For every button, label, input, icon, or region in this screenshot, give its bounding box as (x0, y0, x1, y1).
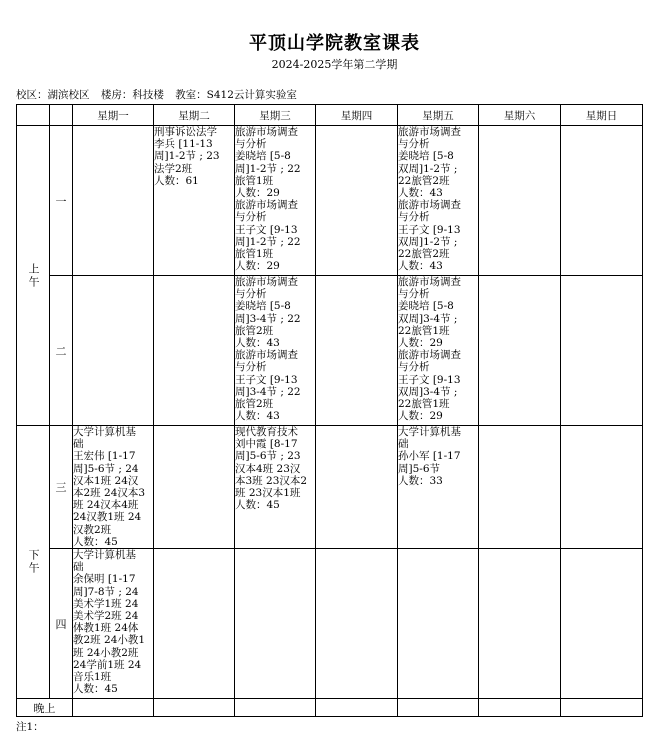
course-text-line: 刑事诉讼法学 (154, 126, 217, 138)
course-cell-empty[interactable] (154, 699, 235, 717)
course-text-line: 周]7-8节 ; 24 (73, 585, 139, 598)
course-text-line: 大学计算机基 (73, 549, 136, 562)
course-text-line: 李兵 [11-13 (154, 138, 213, 151)
course-cell-empty[interactable] (235, 699, 316, 717)
section-row-4 (17, 549, 643, 699)
course-text-line: 人数：29 (398, 410, 443, 423)
course-cell[interactable] (561, 549, 643, 699)
course-cell[interactable] (398, 126, 479, 276)
course-text-line: 人数：45 (73, 535, 118, 548)
course-cell[interactable] (479, 549, 561, 699)
course-text-line: 22旅管1班 (398, 324, 450, 337)
afternoon-label: 下午 (17, 426, 50, 699)
course-text-line: 周]3-4节 ; 22 (235, 312, 301, 325)
course-text-line: 旅游市场调查 (235, 349, 298, 362)
course-text-line: 现代教育技术 (235, 426, 298, 438)
course-cell-empty[interactable] (316, 699, 398, 717)
course-cell[interactable] (235, 276, 316, 426)
course-text-line: 与分析 (398, 138, 430, 151)
course-text-line: 础 (73, 438, 84, 451)
course-text-line: 周]1-2节 ; 22 (235, 162, 301, 175)
course-text-line: 人数：45 (73, 683, 118, 696)
course-text-line: 人数：43 (235, 410, 280, 423)
course-cell[interactable] (73, 426, 154, 549)
course-text-line: 础 (73, 561, 84, 574)
course-text-line: 汉本4班 23汉 (235, 462, 301, 475)
corner-cell (50, 105, 73, 126)
course-cell[interactable] (73, 126, 154, 276)
day-header-monday: 星期一 (73, 105, 154, 126)
course-cell[interactable] (316, 426, 398, 549)
course-text-line: 旅管1班 (235, 248, 274, 261)
room-label: 教室：S412云计算实验室 (175, 89, 297, 101)
course-text-line: 旅游市场调查 (398, 199, 461, 212)
course-text-line: 美术学1班 24 (73, 597, 139, 610)
course-text-line: 体教1班 24体 (73, 622, 139, 635)
course-text-line: 与分析 (398, 211, 430, 224)
course-text-line: 22旅管1班 (398, 398, 450, 411)
day-header-wednesday: 星期三 (235, 105, 316, 126)
course-text-line: 旅管2班 (235, 324, 274, 337)
course-text-line: 周]5-6节 (398, 462, 441, 475)
course-text-line: 双周]1-2节 ; (398, 162, 458, 175)
section-label-4: 四 (50, 549, 73, 699)
course-text-line: 班 24小教2班 (73, 646, 139, 659)
course-cell-empty[interactable] (479, 699, 561, 717)
course-text-line: 人数：29 (235, 260, 280, 273)
course-text-line: 孙小军 [1-17 (398, 450, 461, 463)
course-text-line: 双周]3-4节 ; (398, 385, 458, 398)
course-text-line: 人数：61 (154, 174, 199, 187)
course-text-line: 与分析 (235, 138, 267, 151)
course-cell[interactable] (316, 276, 398, 426)
course-cell[interactable] (398, 549, 479, 699)
course-text-line: 与分析 (398, 288, 430, 301)
course-text-line: 人数：33 (398, 474, 443, 487)
course-text-line: 旅游市场调查 (235, 199, 298, 212)
course-text-line: 美术学2班 24 (73, 610, 139, 623)
course-text-line: 王子文 [9-13 (235, 373, 298, 386)
course-text-line: 刘中霞 [8-17 (235, 438, 298, 451)
course-text-line: 周]1-2节 ; 23 (154, 150, 220, 163)
course-text-line: 旅游市场调查 (235, 126, 298, 138)
course-text-line: 周]3-4节 ; 22 (235, 385, 301, 398)
course-text-line: 旅游市场调查 (398, 276, 461, 288)
course-text-line: 旅游市场调查 (235, 276, 298, 288)
course-text-line: 大学计算机基 (73, 426, 136, 438)
day-header-tuesday: 星期二 (154, 105, 235, 126)
course-text-line: 大学计算机基 (398, 426, 461, 438)
course-cell[interactable] (316, 126, 398, 276)
course-cell[interactable] (73, 549, 154, 699)
day-header-saturday: 星期六 (479, 105, 561, 126)
course-text-line: 人数：29 (398, 337, 443, 350)
footnote: 注1： (16, 721, 44, 733)
morning-label: 上午 (17, 126, 50, 426)
header-row (17, 105, 643, 126)
course-text-line: 与分析 (235, 288, 267, 301)
course-text-line: 王子文 [9-13 (398, 373, 461, 386)
course-text-line: 与分析 (235, 211, 267, 224)
course-text-line: 24汉教1班 24 (73, 511, 142, 524)
course-cell[interactable] (154, 126, 235, 276)
course-text-line: 与分析 (235, 361, 267, 374)
course-text-line: 周]1-2节 ; 22 (235, 235, 301, 248)
course-text-line: 22旅管2班 (398, 174, 450, 187)
evening-row (17, 699, 643, 717)
course-text-line: 周]5-6节 ; 23 (235, 450, 301, 463)
course-cell[interactable] (561, 126, 643, 276)
course-text-line: 24学前1班 24 (73, 658, 142, 671)
course-text-line: 汉教2班 (73, 523, 112, 536)
course-cell[interactable] (316, 549, 398, 699)
course-text-line: 人数：29 (235, 187, 280, 200)
course-text-line: 人数：45 (235, 499, 280, 512)
course-text-line: 人数：43 (398, 260, 443, 273)
course-cell[interactable] (235, 426, 316, 549)
corner-cell (17, 105, 50, 126)
course-cell[interactable] (154, 276, 235, 426)
course-text-line: 王子文 [9-13 (235, 223, 298, 236)
course-cell[interactable] (154, 426, 235, 549)
course-cell[interactable] (73, 276, 154, 426)
course-text-line: 双周]3-4节 ; (398, 312, 458, 325)
course-text-line: 与分析 (398, 361, 430, 374)
course-text-line: 班 23汉本1班 (235, 487, 301, 500)
course-text-line: 余保明 [1-17 (73, 573, 136, 586)
course-cell[interactable] (154, 549, 235, 699)
course-text-line: 旅游市场调查 (398, 349, 461, 362)
building-label: 楼房：科技楼 (100, 89, 164, 101)
course-text-line: 姜晓培 [5-8 (235, 300, 291, 313)
course-cell-empty[interactable] (398, 699, 479, 717)
course-cell[interactable] (561, 426, 643, 549)
day-header-sunday: 星期日 (561, 105, 643, 126)
course-cell[interactable] (561, 276, 643, 426)
evening-label: 晚上 (17, 699, 73, 717)
course-text-line: 本3班 23汉本2 (235, 474, 308, 487)
course-text-line: 22旅管2班 (398, 248, 450, 261)
course-cell[interactable] (398, 276, 479, 426)
course-text-line: 旅管1班 (235, 174, 274, 187)
course-text-line: 王宏伟 [1-17 (73, 450, 136, 463)
semester-subtitle: 2024-2025学年第二学期 (271, 58, 398, 71)
course-text-line: 人数：43 (398, 187, 443, 200)
course-text-line: 姜晓培 [5-8 (235, 150, 291, 163)
course-text-line: 姜晓培 [5-8 (398, 150, 454, 163)
room-info (16, 87, 305, 102)
section-label-2: 二 (50, 276, 73, 426)
course-text-line: 姜晓培 [5-8 (398, 300, 454, 313)
day-header-friday: 星期五 (398, 105, 479, 126)
course-cell-empty[interactable] (561, 699, 643, 717)
course-text-line: 双周]1-2节 ; (398, 235, 458, 248)
section-label-1: 一 (50, 126, 73, 276)
course-text-line: 王子文 [9-13 (398, 223, 461, 236)
course-text-line: 础 (398, 438, 409, 451)
course-cell-empty[interactable] (73, 699, 154, 717)
course-cell[interactable] (479, 426, 561, 549)
course-text-line: 人数：43 (235, 337, 280, 350)
course-text-line: 教2班 24小教1 (73, 634, 146, 647)
course-text-line: 法学2班 (154, 162, 193, 175)
course-text-line: 旅管2班 (235, 398, 274, 411)
section-row-1 (17, 126, 643, 276)
course-cell[interactable] (235, 126, 316, 276)
section-row-2 (17, 276, 643, 426)
course-text-line: 旅游市场调查 (398, 126, 461, 138)
course-text-line: 汉本1班 24汉 (73, 474, 139, 487)
course-text-line: 班 24汉本4班 (73, 499, 139, 512)
page-title: 平顶山学院教室课表 (249, 33, 420, 54)
course-cell[interactable] (235, 549, 316, 699)
day-header-thursday: 星期四 (316, 105, 398, 126)
campus-label: 校区：湖滨校区 (16, 89, 90, 101)
course-text-line: 周]5-6节 ; 24 (73, 462, 139, 475)
course-cell[interactable] (398, 426, 479, 549)
course-text-line: 音乐1班 (73, 671, 112, 684)
section-row-3 (17, 426, 643, 549)
course-cell[interactable] (479, 276, 561, 426)
course-cell[interactable] (479, 126, 561, 276)
course-text-line: 本2班 24汉本3 (73, 487, 146, 500)
timetable (16, 104, 643, 717)
section-label-3: 三 (50, 426, 73, 549)
